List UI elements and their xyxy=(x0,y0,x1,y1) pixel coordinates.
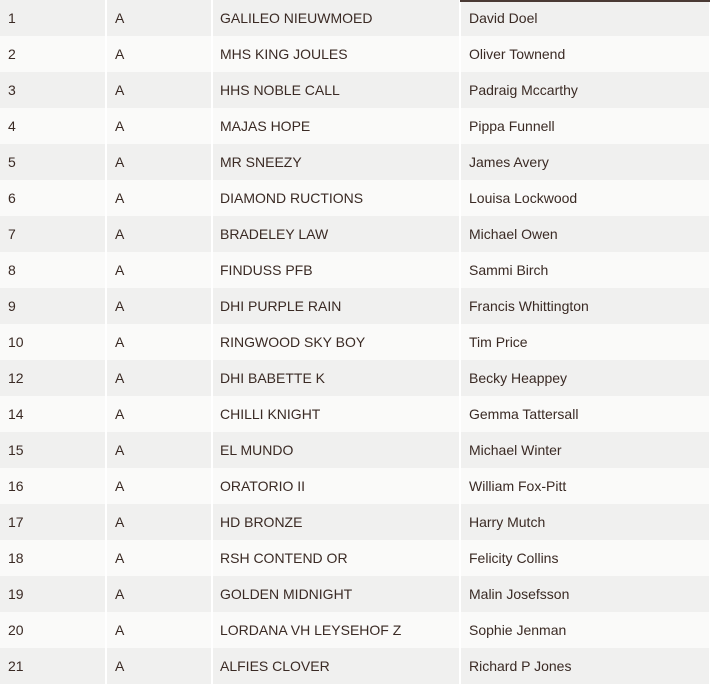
rider-name-cell: Louisa Lockwood xyxy=(460,180,710,216)
horse-name-cell: MAJAS HOPE xyxy=(212,108,460,144)
section-cell: A xyxy=(106,432,212,468)
horse-name-cell: DHI PURPLE RAIN xyxy=(212,288,460,324)
section-cell: A xyxy=(106,648,212,684)
section-cell: A xyxy=(106,324,212,360)
entry-number-cell: 9 xyxy=(0,288,106,324)
rider-name-cell: Becky Heappey xyxy=(460,360,710,396)
section-cell: A xyxy=(106,504,212,540)
rider-name-cell: Francis Whittington xyxy=(460,288,710,324)
entry-number-cell: 20 xyxy=(0,612,106,648)
section-cell: A xyxy=(106,180,212,216)
table-row xyxy=(0,432,710,468)
table-row xyxy=(0,216,710,252)
entry-number-cell: 17 xyxy=(0,504,106,540)
horse-name-cell: ALFIES CLOVER xyxy=(212,648,460,684)
section-cell: A xyxy=(106,36,212,72)
entry-number-cell: 14 xyxy=(0,396,106,432)
table-row xyxy=(0,108,710,144)
section-cell: A xyxy=(106,468,212,504)
section-cell: A xyxy=(106,0,212,36)
entry-number-cell: 18 xyxy=(0,540,106,576)
entry-number-cell: 16 xyxy=(0,468,106,504)
section-cell: A xyxy=(106,288,212,324)
entry-number-cell: 3 xyxy=(0,72,106,108)
horse-name-cell: HD BRONZE xyxy=(212,504,460,540)
horse-name-cell: RINGWOOD SKY BOY xyxy=(212,324,460,360)
rider-name-cell: Malin Josefsson xyxy=(460,576,710,612)
entry-number-cell: 21 xyxy=(0,648,106,684)
entry-number-cell: 2 xyxy=(0,36,106,72)
rider-name-cell: Gemma Tattersall xyxy=(460,396,710,432)
rider-name-cell: Oliver Townend xyxy=(460,36,710,72)
entry-number-cell: 5 xyxy=(0,144,106,180)
table-row xyxy=(0,648,710,684)
rider-name-cell: William Fox-Pitt xyxy=(460,468,710,504)
table-row xyxy=(0,144,710,180)
rider-name-cell: Harry Mutch xyxy=(460,504,710,540)
horse-name-cell: LORDANA VH LEYSEHOF Z xyxy=(212,612,460,648)
rider-name-cell: Sophie Jenman xyxy=(460,612,710,648)
entry-number-cell: 15 xyxy=(0,432,106,468)
table-row xyxy=(0,288,710,324)
entry-number-cell: 8 xyxy=(0,252,106,288)
rider-name-cell: Richard P Jones xyxy=(460,648,710,684)
entry-number-cell: 7 xyxy=(0,216,106,252)
section-cell: A xyxy=(106,396,212,432)
table-row xyxy=(0,252,710,288)
table-row xyxy=(0,0,710,36)
table-row xyxy=(0,360,710,396)
entry-number-cell: 10 xyxy=(0,324,106,360)
entry-number-cell: 1 xyxy=(0,0,106,36)
header-divider xyxy=(460,0,710,2)
rider-name-cell: Padraig Mccarthy xyxy=(460,72,710,108)
rider-name-cell: Tim Price xyxy=(460,324,710,360)
section-cell: A xyxy=(106,108,212,144)
horse-name-cell: HHS NOBLE CALL xyxy=(212,72,460,108)
rider-name-cell: James Avery xyxy=(460,144,710,180)
section-cell: A xyxy=(106,540,212,576)
horse-name-cell: FINDUSS PFB xyxy=(212,252,460,288)
section-cell: A xyxy=(106,612,212,648)
rider-name-cell: David Doel xyxy=(460,0,710,36)
entry-number-cell: 12 xyxy=(0,360,106,396)
table-row xyxy=(0,180,710,216)
section-cell: A xyxy=(106,216,212,252)
table-row xyxy=(0,576,710,612)
section-cell: A xyxy=(106,72,212,108)
table-row xyxy=(0,540,710,576)
table-row xyxy=(0,72,710,108)
horse-name-cell: RSH CONTEND OR xyxy=(212,540,460,576)
rider-name-cell: Michael Winter xyxy=(460,432,710,468)
rider-name-cell: Michael Owen xyxy=(460,216,710,252)
table-row xyxy=(0,468,710,504)
table-row xyxy=(0,396,710,432)
table-row xyxy=(0,504,710,540)
entry-number-cell: 6 xyxy=(0,180,106,216)
entry-number-cell: 19 xyxy=(0,576,106,612)
horse-name-cell: DIAMOND RUCTIONS xyxy=(212,180,460,216)
horse-name-cell: BRADELEY LAW xyxy=(212,216,460,252)
rider-name-cell: Pippa Funnell xyxy=(460,108,710,144)
horse-name-cell: GOLDEN MIDNIGHT xyxy=(212,576,460,612)
rider-name-cell: Sammi Birch xyxy=(460,252,710,288)
rider-name-cell: Felicity Collins xyxy=(460,540,710,576)
section-cell: A xyxy=(106,576,212,612)
table-row xyxy=(0,36,710,72)
horse-name-cell: MR SNEEZY xyxy=(212,144,460,180)
entry-number-cell: 4 xyxy=(0,108,106,144)
section-cell: A xyxy=(106,252,212,288)
section-cell: A xyxy=(106,144,212,180)
table-row xyxy=(0,612,710,648)
horse-name-cell: ORATORIO II xyxy=(212,468,460,504)
horse-name-cell: DHI BABETTE K xyxy=(212,360,460,396)
table-row xyxy=(0,324,710,360)
horse-name-cell: EL MUNDO xyxy=(212,432,460,468)
section-cell: A xyxy=(106,360,212,396)
horse-name-cell: MHS KING JOULES xyxy=(212,36,460,72)
horse-name-cell: GALILEO NIEUWMOED xyxy=(212,0,460,36)
horse-name-cell: CHILLI KNIGHT xyxy=(212,396,460,432)
